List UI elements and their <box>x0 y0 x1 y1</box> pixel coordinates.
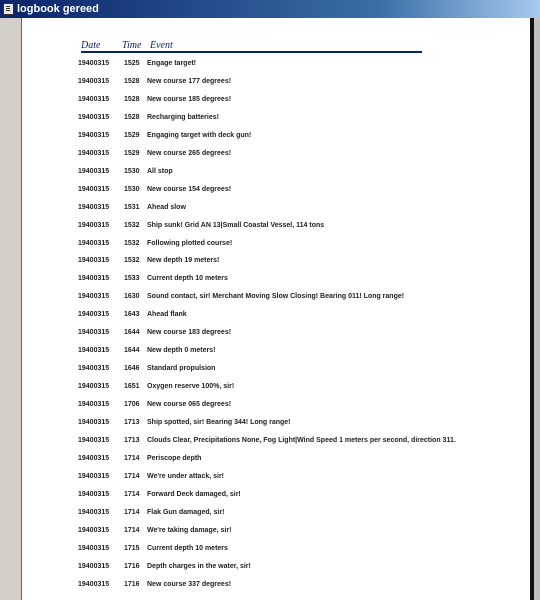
row-date: 19400315 <box>78 95 110 103</box>
left-frame <box>0 18 22 600</box>
row-date: 19400315 <box>78 544 110 552</box>
row-event: Engage target! <box>147 60 197 67</box>
row-event: All stop <box>147 167 173 175</box>
row-date: 19400315 <box>78 311 110 319</box>
row-date: 19400315 <box>78 275 110 283</box>
row-date: 19400315 <box>78 60 110 67</box>
row-date: 19400315 <box>78 239 110 247</box>
row-event: Sound contact, sir! Merchant Moving Slow Closing! Bearing 011! Long range! <box>147 293 405 301</box>
row-date: 19400315 <box>78 472 110 480</box>
row-date: 19400315 <box>78 329 110 337</box>
row-time: 1532 <box>124 257 140 265</box>
row-event: New depth 19 meters! <box>147 257 220 265</box>
row-time: 1716 <box>124 562 140 570</box>
row-event: Clouds Clear, Precipitations None, Fog Light|Wind Speed 1 meters per second, direction 311. <box>147 436 456 444</box>
row-event: Ahead flank <box>147 311 187 319</box>
row-event: Oxygen reserve 100%, sir! <box>147 383 235 391</box>
row-date: 19400315 <box>78 401 110 409</box>
row-date: 19400315 <box>78 77 110 85</box>
row-time: 1533 <box>124 275 140 283</box>
row-event: New course 337 degrees! <box>147 580 232 588</box>
row-event: Standard propulsion <box>147 365 216 373</box>
row-time: 1530 <box>124 167 140 175</box>
row-event: Ahead slow <box>147 203 186 211</box>
row-date: 19400315 <box>78 293 110 301</box>
row-event: New course 177 degrees! <box>147 77 232 85</box>
row-event: New course 183 degrees! <box>147 329 232 337</box>
header-rule <box>81 51 422 53</box>
window-title: logbook gereed <box>17 3 99 15</box>
row-event: Current depth 10 meters <box>147 275 228 283</box>
row-event: Periscope depth <box>147 454 202 462</box>
row-time: 1715 <box>124 544 140 552</box>
row-event: Flak Gun damaged, sir! <box>147 508 225 516</box>
row-time: 1643 <box>124 311 140 319</box>
row-time: 1706 <box>124 401 140 409</box>
row-date: 19400315 <box>78 167 110 175</box>
row-date: 19400315 <box>78 185 110 193</box>
row-time: 1528 <box>124 77 140 85</box>
row-event: Recharging batteries! <box>147 113 219 121</box>
header-event: Event <box>150 40 173 51</box>
row-event: Current depth 10 meters <box>147 544 228 552</box>
row-time: 1716 <box>124 580 140 588</box>
row-time: 1644 <box>124 347 140 355</box>
row-date: 19400315 <box>78 580 110 588</box>
row-event: New course 265 degrees! <box>147 149 232 157</box>
row-event: We're under attack, sir! <box>147 472 225 480</box>
row-event: Engaging target with deck gun! <box>147 131 252 139</box>
row-event: New course 065 degrees! <box>147 401 232 409</box>
logbook-page <box>22 18 530 600</box>
row-time: 1532 <box>124 239 140 247</box>
row-event: We're taking damage, sir! <box>147 526 232 534</box>
row-time: 1714 <box>124 472 140 480</box>
row-date: 19400315 <box>78 347 110 355</box>
row-date: 19400315 <box>78 131 110 139</box>
row-time: 1714 <box>124 454 140 462</box>
row-event: New course 185 degrees! <box>147 95 232 103</box>
row-date: 19400315 <box>78 562 110 570</box>
row-event: New course 154 degrees! <box>147 185 232 193</box>
row-date: 19400315 <box>78 419 110 426</box>
row-time: 1713 <box>124 436 140 444</box>
row-time: 1528 <box>124 95 140 103</box>
row-time: 1525 <box>124 60 140 67</box>
row-time: 1644 <box>124 329 140 337</box>
row-event: Following plotted course! <box>147 239 233 247</box>
row-event: Ship sunk! Grid AN 13|Small Coastal Vessel, 114 tons <box>147 221 325 229</box>
row-date: 19400315 <box>78 113 110 121</box>
header-time: Time <box>122 40 142 51</box>
row-time: 1714 <box>124 490 140 498</box>
row-time: 1651 <box>124 383 140 391</box>
header-date: Date <box>81 40 101 51</box>
row-date: 19400315 <box>78 383 110 391</box>
row-time: 1630 <box>124 293 140 301</box>
row-time: 1528 <box>124 113 140 121</box>
row-date: 19400315 <box>78 454 110 462</box>
row-date: 19400315 <box>78 365 110 373</box>
row-date: 19400315 <box>78 526 110 534</box>
title-bar[interactable] <box>0 0 540 18</box>
row-time: 1713 <box>124 419 140 426</box>
row-time: 1529 <box>124 131 140 139</box>
row-event: New depth 0 meters! <box>147 347 216 355</box>
row-date: 19400315 <box>78 490 110 498</box>
row-time: 1646 <box>124 365 140 373</box>
row-date: 19400315 <box>78 149 110 157</box>
row-date: 19400315 <box>78 508 110 516</box>
row-date: 19400315 <box>78 436 110 444</box>
row-time: 1714 <box>124 508 140 516</box>
row-time: 1529 <box>124 149 140 157</box>
row-time: 1532 <box>124 221 140 229</box>
right-frame <box>534 18 540 600</box>
row-event: Ship spotted, sir! Bearing 344! Long range! <box>147 419 291 426</box>
row-date: 19400315 <box>78 203 110 211</box>
row-event: Forward Deck damaged, sir! <box>147 490 241 498</box>
row-time: 1530 <box>124 185 140 193</box>
row-date: 19400315 <box>78 257 110 265</box>
row-time: 1714 <box>124 526 140 534</box>
app-icon <box>3 3 14 15</box>
row-time: 1531 <box>124 203 140 211</box>
row-event: Depth charges in the water, sir! <box>147 562 251 570</box>
row-date: 19400315 <box>78 221 110 229</box>
